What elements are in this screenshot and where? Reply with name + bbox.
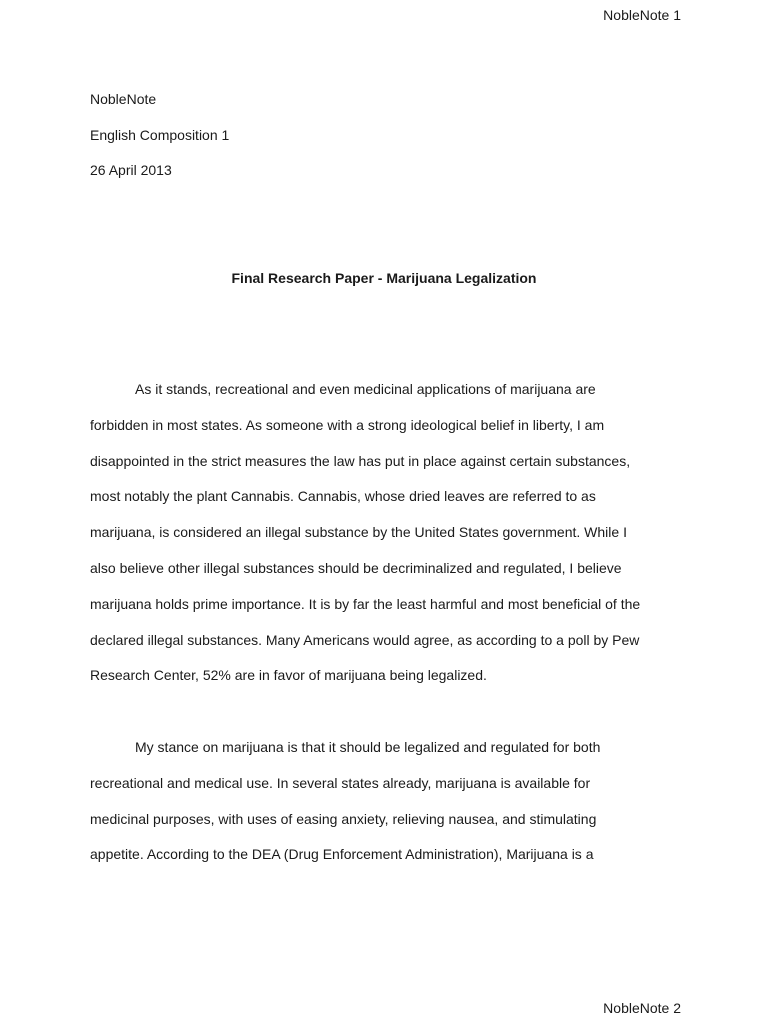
- next-page-header: [603, 999, 681, 1017]
- paper-date: 26 April 2013: [90, 162, 172, 179]
- paragraph-line: Research Center, 52% are in favor of marijuana being legalized.: [90, 667, 487, 684]
- paragraph-1: [90, 372, 686, 694]
- paragraph-line: appetite. According to the DEA (Drug Enforcement Administration), Marijuana is a: [90, 846, 594, 863]
- paragraph-2: [90, 730, 686, 873]
- mla-heading: [90, 90, 229, 197]
- paragraph-line: As it stands, recreational and even medicinal applications of marijuana are: [135, 381, 596, 397]
- author-name: NobleNote: [90, 91, 157, 107]
- paragraph-line: forbidden in most states. As someone with a strong ideological belief in liberty, I am: [90, 416, 605, 433]
- page-header: [603, 6, 681, 24]
- paragraph-line: most notably the plant Cannabis. Cannabis, whose dried leaves are referred to as: [90, 488, 596, 505]
- course-name: English Composition 1: [90, 126, 230, 143]
- paragraph-line: My stance on marijuana is that it should be legalized and regulated for both: [135, 739, 601, 755]
- paragraph-line: marijuana, is considered an illegal substance by the United States government. While I: [90, 524, 627, 541]
- paragraph-line: declared illegal substances. Many Americans would agree, as according to a poll by Pew: [90, 631, 640, 648]
- next-page-header-label: NobleNote 2: [603, 1000, 681, 1016]
- paragraph-line: medicinal purposes, with uses of easing anxiety, relieving nausea, and stimulating: [90, 810, 597, 827]
- paper-title: Final Research Paper - Marijuana Legalization: [231, 270, 537, 286]
- paragraph-line: disappointed in the strict measures the law has put in place against certain substances,: [90, 452, 631, 469]
- paragraph-line: recreational and medical use. In several states already, marijuana is available for: [90, 774, 591, 791]
- paragraph-line: marijuana holds prime importance. It is by far the least harmful and most beneficial of the: [90, 595, 641, 612]
- paragraph-line: also believe other illegal substances should be decriminalized and regulated, I believe: [90, 559, 622, 576]
- page-header-label: NobleNote 1: [603, 7, 681, 23]
